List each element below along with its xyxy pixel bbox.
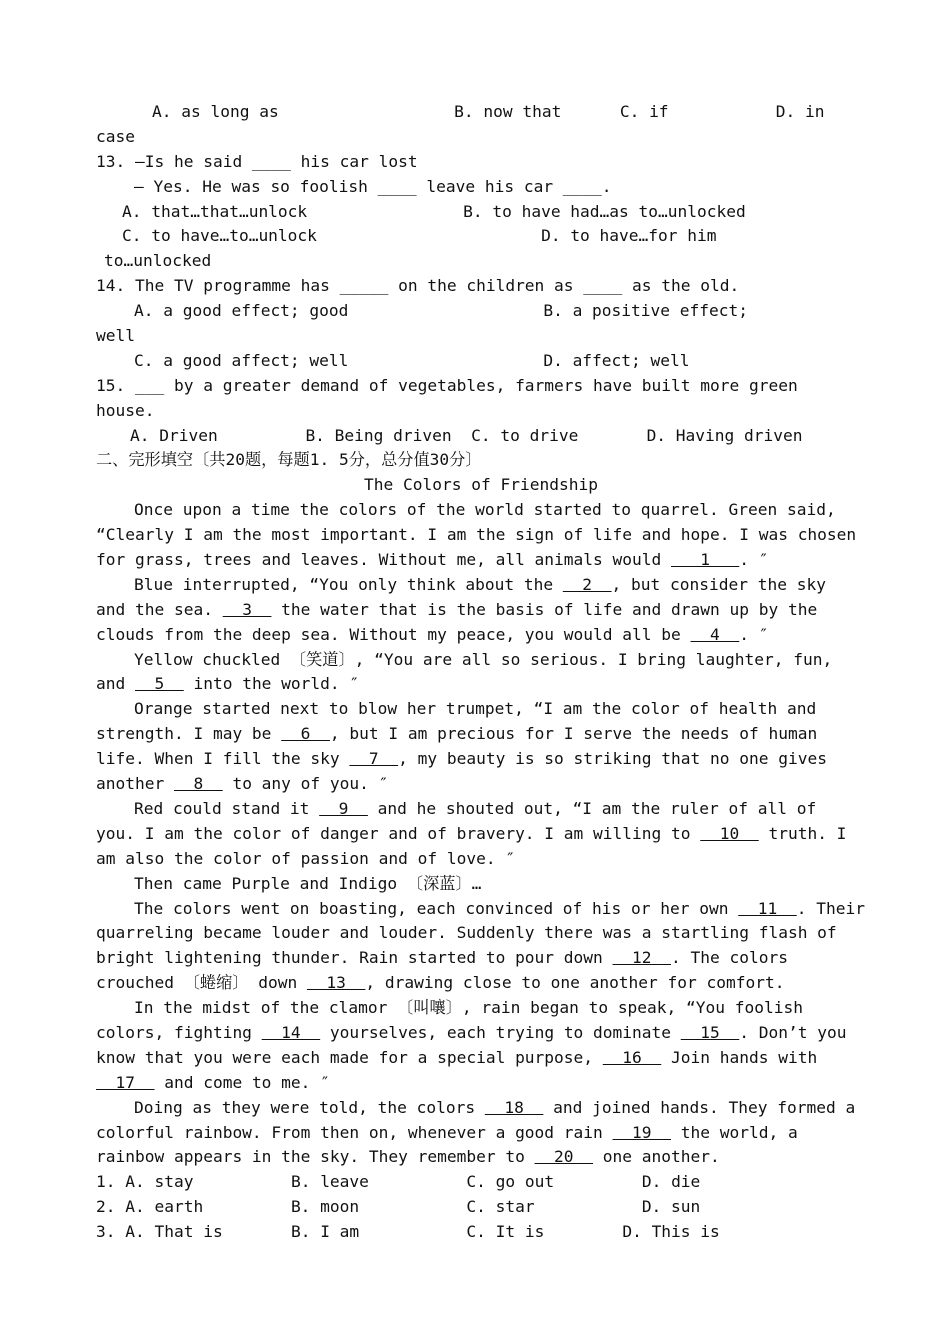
q13-stem-1: 13. —Is he said ____ his car lost — [96, 151, 418, 171]
answer-number: 1. — [96, 1172, 116, 1192]
document-page — [96, 100, 866, 1245]
q14-option-a: A. a good effect; good — [134, 301, 349, 321]
passage-line — [96, 672, 866, 697]
passage-line — [96, 722, 866, 747]
q13-options-cd — [96, 224, 866, 249]
q12-option-b: B. now that — [454, 102, 562, 121]
q14-option-d: D. affect; well — [543, 350, 690, 370]
passage-text: and come to me. ″ — [154, 1072, 330, 1092]
passage-line: am also the color of passion and of love. ″ — [96, 848, 516, 868]
q12-option-d-wrap: case — [96, 126, 135, 146]
blank-10: 10 — [700, 823, 759, 843]
passage-line — [96, 1145, 866, 1170]
passage-text: , drawing close to one another for comfort. — [365, 973, 785, 993]
passage-text: . ″ — [739, 624, 769, 644]
passage-line: “Clearly I am the most important. I am the sign of life and hope. I was chosen — [96, 525, 857, 545]
passage-line — [96, 573, 866, 598]
blank-18: 18 — [484, 1097, 544, 1117]
q13-option-d-wrap: to…unlocked — [104, 251, 212, 271]
blank-19: 19 — [612, 1122, 672, 1142]
passage-line: Then came Purple and Indigo 〔深蓝〕… — [134, 873, 482, 893]
passage-line — [96, 1046, 866, 1071]
passage-text: truth. I — [758, 823, 847, 843]
answer-option-c: C. It is — [466, 1222, 545, 1242]
blank-8: 8 — [173, 774, 223, 794]
answer-number: 2. — [96, 1197, 116, 1217]
passage-text: bright lightening thunder. Rain started to pour down — [96, 948, 613, 968]
q14-option-b: B. a positive effect; — [543, 301, 748, 321]
passage-line — [96, 971, 866, 996]
passage-text: one another. — [593, 1147, 720, 1167]
q13-options-ab — [96, 200, 866, 225]
q15-option-c: C. to drive — [471, 425, 579, 445]
passage-text: rainbow appears in the sky. They remember to — [96, 1147, 535, 1167]
q14-options-ab — [96, 299, 866, 324]
passage-text: clouds from the deep sea. Without my peace, you would all be — [96, 624, 691, 644]
passage-text: The colors went on boasting, each convinced of his or her own — [134, 898, 739, 918]
passage-title: The Colors of Friendship — [364, 475, 598, 495]
answer-option-d: D. sun — [641, 1197, 701, 1217]
passage-line — [96, 946, 866, 971]
answer-row-2 — [96, 1195, 866, 1220]
answer-number: 3. — [96, 1222, 116, 1242]
answer-option-d: D. die — [641, 1172, 701, 1192]
passage-line: quarreling became louder and louder. Suddenly there was a startling flash of — [96, 923, 837, 943]
passage-text: , my beauty is so striking that no one gives — [398, 749, 827, 769]
passage-line: Once upon a time the colors of the world started to quarrel. Green said, — [134, 500, 836, 520]
passage-text: Doing as they were told, the colors — [134, 1097, 485, 1117]
passage-text: and he shouted out, “I am the ruler of all of — [367, 798, 817, 818]
q12-option-a: A. as long as — [152, 102, 279, 121]
passage-text: , but consider the sky — [611, 574, 826, 594]
blank-4: 4 — [690, 624, 740, 644]
passage-text: Join hands with — [661, 1047, 818, 1067]
passage-text: strength. I may be — [96, 724, 282, 744]
passage-text: . Their — [796, 898, 865, 918]
q14-option-b-wrap: well — [96, 326, 135, 346]
blank-13: 13 — [306, 973, 366, 993]
q13-option-a: A. that…that…unlock — [122, 201, 308, 221]
passage-text: to any of you. ″ — [222, 774, 389, 794]
q15-stem-wrap: house. — [96, 400, 155, 420]
blank-7: 7 — [349, 749, 399, 769]
passage-line — [96, 747, 866, 772]
passage-text: another — [96, 774, 174, 794]
passage-text: crouched 〔蜷缩〕 down — [96, 973, 307, 993]
passage-line — [96, 822, 866, 847]
passage-text: know that you were each made for a special purpose, — [96, 1047, 603, 1067]
answer-option-d: D. This is — [622, 1222, 720, 1242]
blank-14: 14 — [261, 1022, 321, 1042]
answer-option-c: C. go out — [466, 1172, 555, 1192]
passage-line — [96, 797, 866, 822]
blank-5: 5 — [134, 674, 184, 694]
answer-option-a: A. That is — [125, 1222, 223, 1242]
q12-option-d: D. in — [775, 102, 825, 121]
passage-text: life. When I fill the sky — [96, 749, 350, 769]
passage-line — [96, 598, 866, 623]
blank-11: 11 — [738, 898, 797, 918]
answer-option-b: B. moon — [290, 1197, 360, 1217]
passage-line — [96, 772, 866, 797]
passage-line — [96, 548, 866, 573]
passage-text: you. I am the color of danger and of bravery. I am willing to — [96, 823, 701, 843]
section-heading: 二、完形填空〔共20题，每题1. 5分，总分值30分〕 — [96, 450, 482, 470]
passage-line: In the midst of the clamor 〔叫嚷〕, rain began to speak, “You foolish — [134, 998, 803, 1018]
q15-option-a: A. Driven — [130, 425, 218, 445]
passage-line — [96, 1071, 866, 1096]
passage-text: colors, fighting — [96, 1022, 262, 1042]
blank-2: 2 — [562, 574, 612, 594]
blank-12: 12 — [612, 948, 672, 968]
passage-text: Red could stand it — [134, 798, 320, 818]
answer-option-b: B. leave — [290, 1172, 369, 1192]
q14-option-c: C. a good affect; well — [134, 350, 349, 370]
passage-text: and the sea. — [96, 599, 223, 619]
q15-stem: 15. ___ by a greater demand of vegetables, farmers have built more green — [96, 375, 798, 395]
passage-text: Blue interrupted, “You only think about the — [134, 574, 563, 594]
passage-text: into the world. ″ — [183, 674, 360, 694]
answer-option-a: A. earth — [125, 1197, 204, 1217]
blank-15: 15 — [680, 1022, 740, 1042]
answer-row-1 — [96, 1170, 866, 1195]
q13-stem-2: — Yes. He was so foolish ____ leave his car ____. — [134, 176, 612, 196]
passage-text: . The colors — [671, 948, 788, 968]
q13-option-c: C. to have…to…unlock — [122, 226, 317, 246]
q12-options — [96, 100, 866, 125]
passage-line: Orange started next to blow her trumpet, “I am the color of health and — [134, 699, 817, 719]
passage-line: Yellow chuckled 〔笑道〕, “You are all so serious. I bring laughter, fun, — [134, 649, 833, 669]
passage-text: colorful rainbow. From then on, whenever a good rain — [96, 1122, 613, 1142]
blank-16: 16 — [602, 1047, 662, 1067]
passage-line — [96, 1121, 866, 1146]
answer-option-a: A. stay — [125, 1172, 194, 1192]
passage-line — [96, 897, 866, 922]
blank-20: 20 — [534, 1147, 594, 1167]
q15-options — [96, 424, 866, 449]
blank-9: 9 — [319, 798, 368, 818]
passage-text: for grass, trees and leaves. Without me, all animals would — [96, 550, 671, 570]
passage-line — [96, 623, 866, 648]
q15-option-b: B. Being driven — [305, 425, 452, 445]
blank-1: 1 — [671, 550, 740, 570]
answer-row-3 — [96, 1220, 866, 1245]
q13-option-d: D. to have…for him — [541, 226, 717, 246]
q14-options-cd — [96, 349, 866, 374]
passage-line — [96, 1096, 866, 1121]
q12-option-c: C. if — [619, 102, 669, 121]
passage-text: , but I am precious for I serve the needs of human — [329, 724, 818, 744]
passage-text: yourselves, each trying to dominate — [320, 1022, 681, 1042]
passage-text: the world, a — [671, 1122, 798, 1142]
blank-6: 6 — [281, 724, 330, 744]
passage-text: . ″ — [739, 550, 769, 570]
passage-text: . Don’t you — [739, 1022, 847, 1042]
q13-option-b: B. to have had…as to…unlocked — [463, 201, 746, 221]
answer-option-c: C. star — [466, 1197, 535, 1217]
passage-text: and joined hands. They formed a — [543, 1097, 856, 1117]
passage-text: the water that is the basis of life and drawn up by the — [271, 599, 818, 619]
q14-stem: 14. The TV programme has _____ on the children as ____ as the old. — [96, 276, 740, 296]
passage-text: and — [96, 674, 135, 694]
blank-3: 3 — [222, 599, 272, 619]
blank-17: 17 — [96, 1072, 155, 1092]
q15-option-d: D. Having driven — [646, 425, 803, 445]
passage-line — [96, 1021, 866, 1046]
answer-option-b: B. I am — [290, 1222, 360, 1242]
